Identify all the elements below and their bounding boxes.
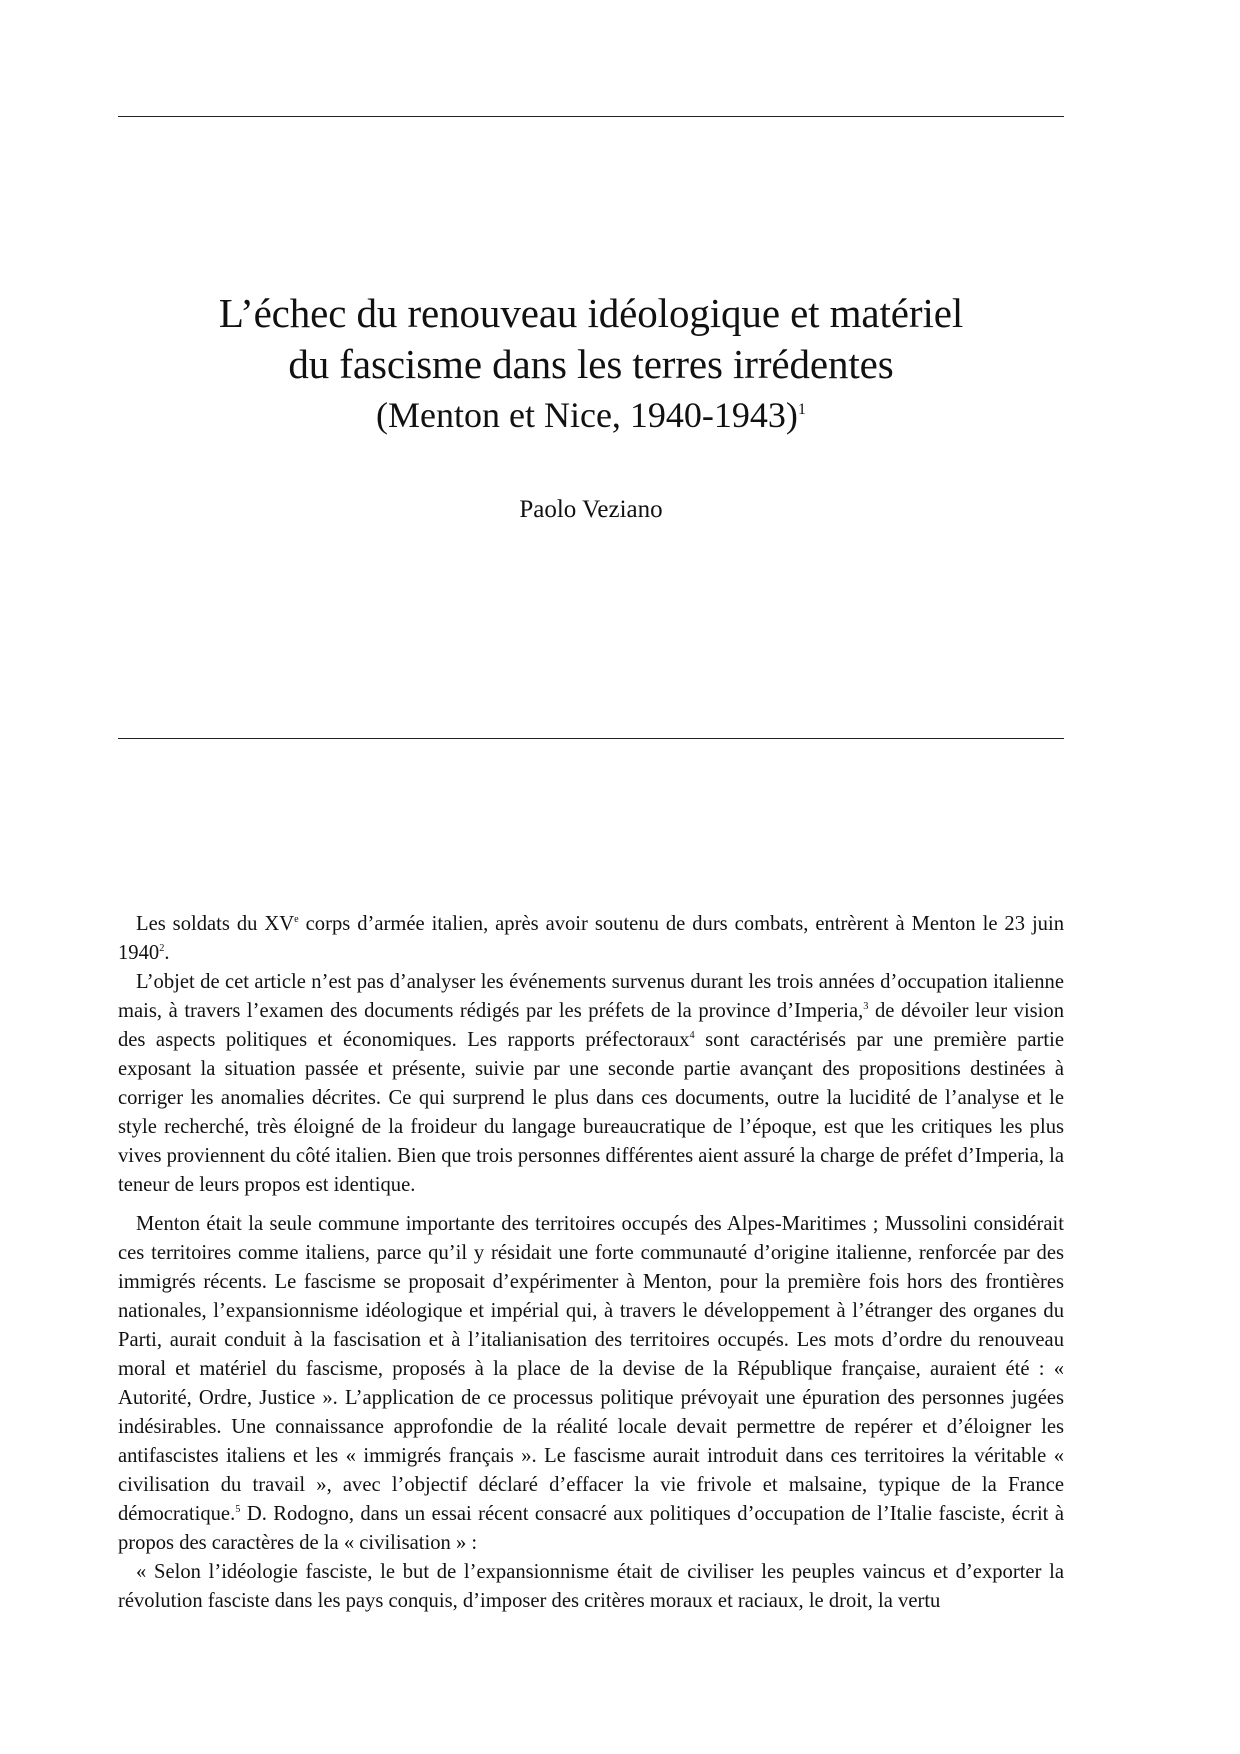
top-rule xyxy=(118,116,1064,117)
author-name: Paolo Veziano xyxy=(519,496,663,523)
paragraph-text: corps d’armée italien, après avoir soutenu de durs combats, entrèrent à Menton le 23 juin 1940 xyxy=(118,913,1064,964)
paragraph-text: . xyxy=(164,942,170,964)
bottom-rule xyxy=(118,738,1064,739)
article-subtitle xyxy=(118,392,1064,438)
article-body xyxy=(118,910,1064,1616)
paragraph-3 xyxy=(118,1210,1064,1558)
paragraph-4-quote xyxy=(118,1558,1064,1616)
title-line-1: L’échec du renouveau idéologique et matériel xyxy=(218,290,964,336)
subtitle-text: (Menton et Nice, 1940-1943) xyxy=(376,395,798,435)
paragraph-text: D. Rodogno, dans un essai récent consacré aux politiques d’occupation de l’Italie fasciste, écrit à propos des caractères de la « civilisation » : xyxy=(118,1503,1064,1554)
paragraph-2 xyxy=(118,968,1064,1200)
paragraph-text: « Selon l’idéologie fasciste, le but de l’expansionnisme était de civiliser les peuples vaincus et d’exporter la révolution fasciste dans les pays conquis, d’imposer des critères moraux et raciaux, le droit, la vertu xyxy=(118,1561,1064,1612)
footnote-ref-5: 5 xyxy=(235,1504,241,1516)
paragraph-text: de dévoiler leur vision des aspects politiques et économiques. Les rapports préfectoraux xyxy=(118,1000,1064,1051)
paragraph-1 xyxy=(118,910,1064,968)
article-title xyxy=(118,288,1064,438)
footnote-ref-1: 1 xyxy=(797,400,806,418)
footnote-ref-4: 4 xyxy=(689,1030,695,1042)
superscript-e: e xyxy=(294,914,299,926)
paragraph-text: Menton était la seule commune importante des territoires occupés des Alpes-Maritimes ; Mussolini considérait ces territoires comme italiens, parce qu’il y résidait une forte communauté d’origine italienne, renforcée par des immigrés récents. Le fascisme se proposait d’expérimenter à Menton, pour la première fois hors des frontières nationales, l’expansionnisme idéologique et impérial qui, à travers le développement à l’étranger des organes du Parti, aurait conduit à la fascisation et à l’italianisation des territoires occupés. Les mots d’ordre du renouveau moral et matériel du fascisme, proposés à la place de la devise de la République française, auraient été : « Autorité, Ordre, Justice ». L’application de ce processus politique prévoyait une épuration des personnes jugées indésirables. Une connaissance approfondie de la réalité locale devait permettre de repérer et d’éloigner les antifascistes italiens et les « immigrés français ». Le fascisme aurait introduit dans ces territoires la véritable « civilisation du travail », avec l’objectif déclaré d’effacer la vie frivole et malsaine, typique de la France démocratique. xyxy=(118,1213,1064,1525)
footnote-ref-2: 2 xyxy=(159,943,165,955)
paragraph-text: L’objet de cet article n’est pas d’analyser les événements survenus durant les trois années d’occupation italienne mais, à travers l’examen des documents rédigés par les préfets de la province d’Imperia, xyxy=(118,971,1064,1022)
paragraph-text: sont caractérisés par une première partie exposant la situation passée et présente, suivie par une seconde partie avançant des propositions destinées à corriger les anomalies décrites. Ce qui surprend le plus dans ces documents, outre la lucidité de l’analyse et le style recherché, très éloigné de la froideur du langage bureaucratique de l’époque, est que les critiques les plus vives proviennent du côté italien. Bien que trois personnes différentes aient assuré la charge de préfet d’Imperia, la teneur de leurs propos est identique. xyxy=(118,1029,1064,1196)
title-line-2: du fascisme dans les terres irrédentes xyxy=(288,341,894,387)
footnote-ref-3: 3 xyxy=(863,1001,869,1013)
paragraph-text: Les soldats du XV xyxy=(136,913,295,935)
